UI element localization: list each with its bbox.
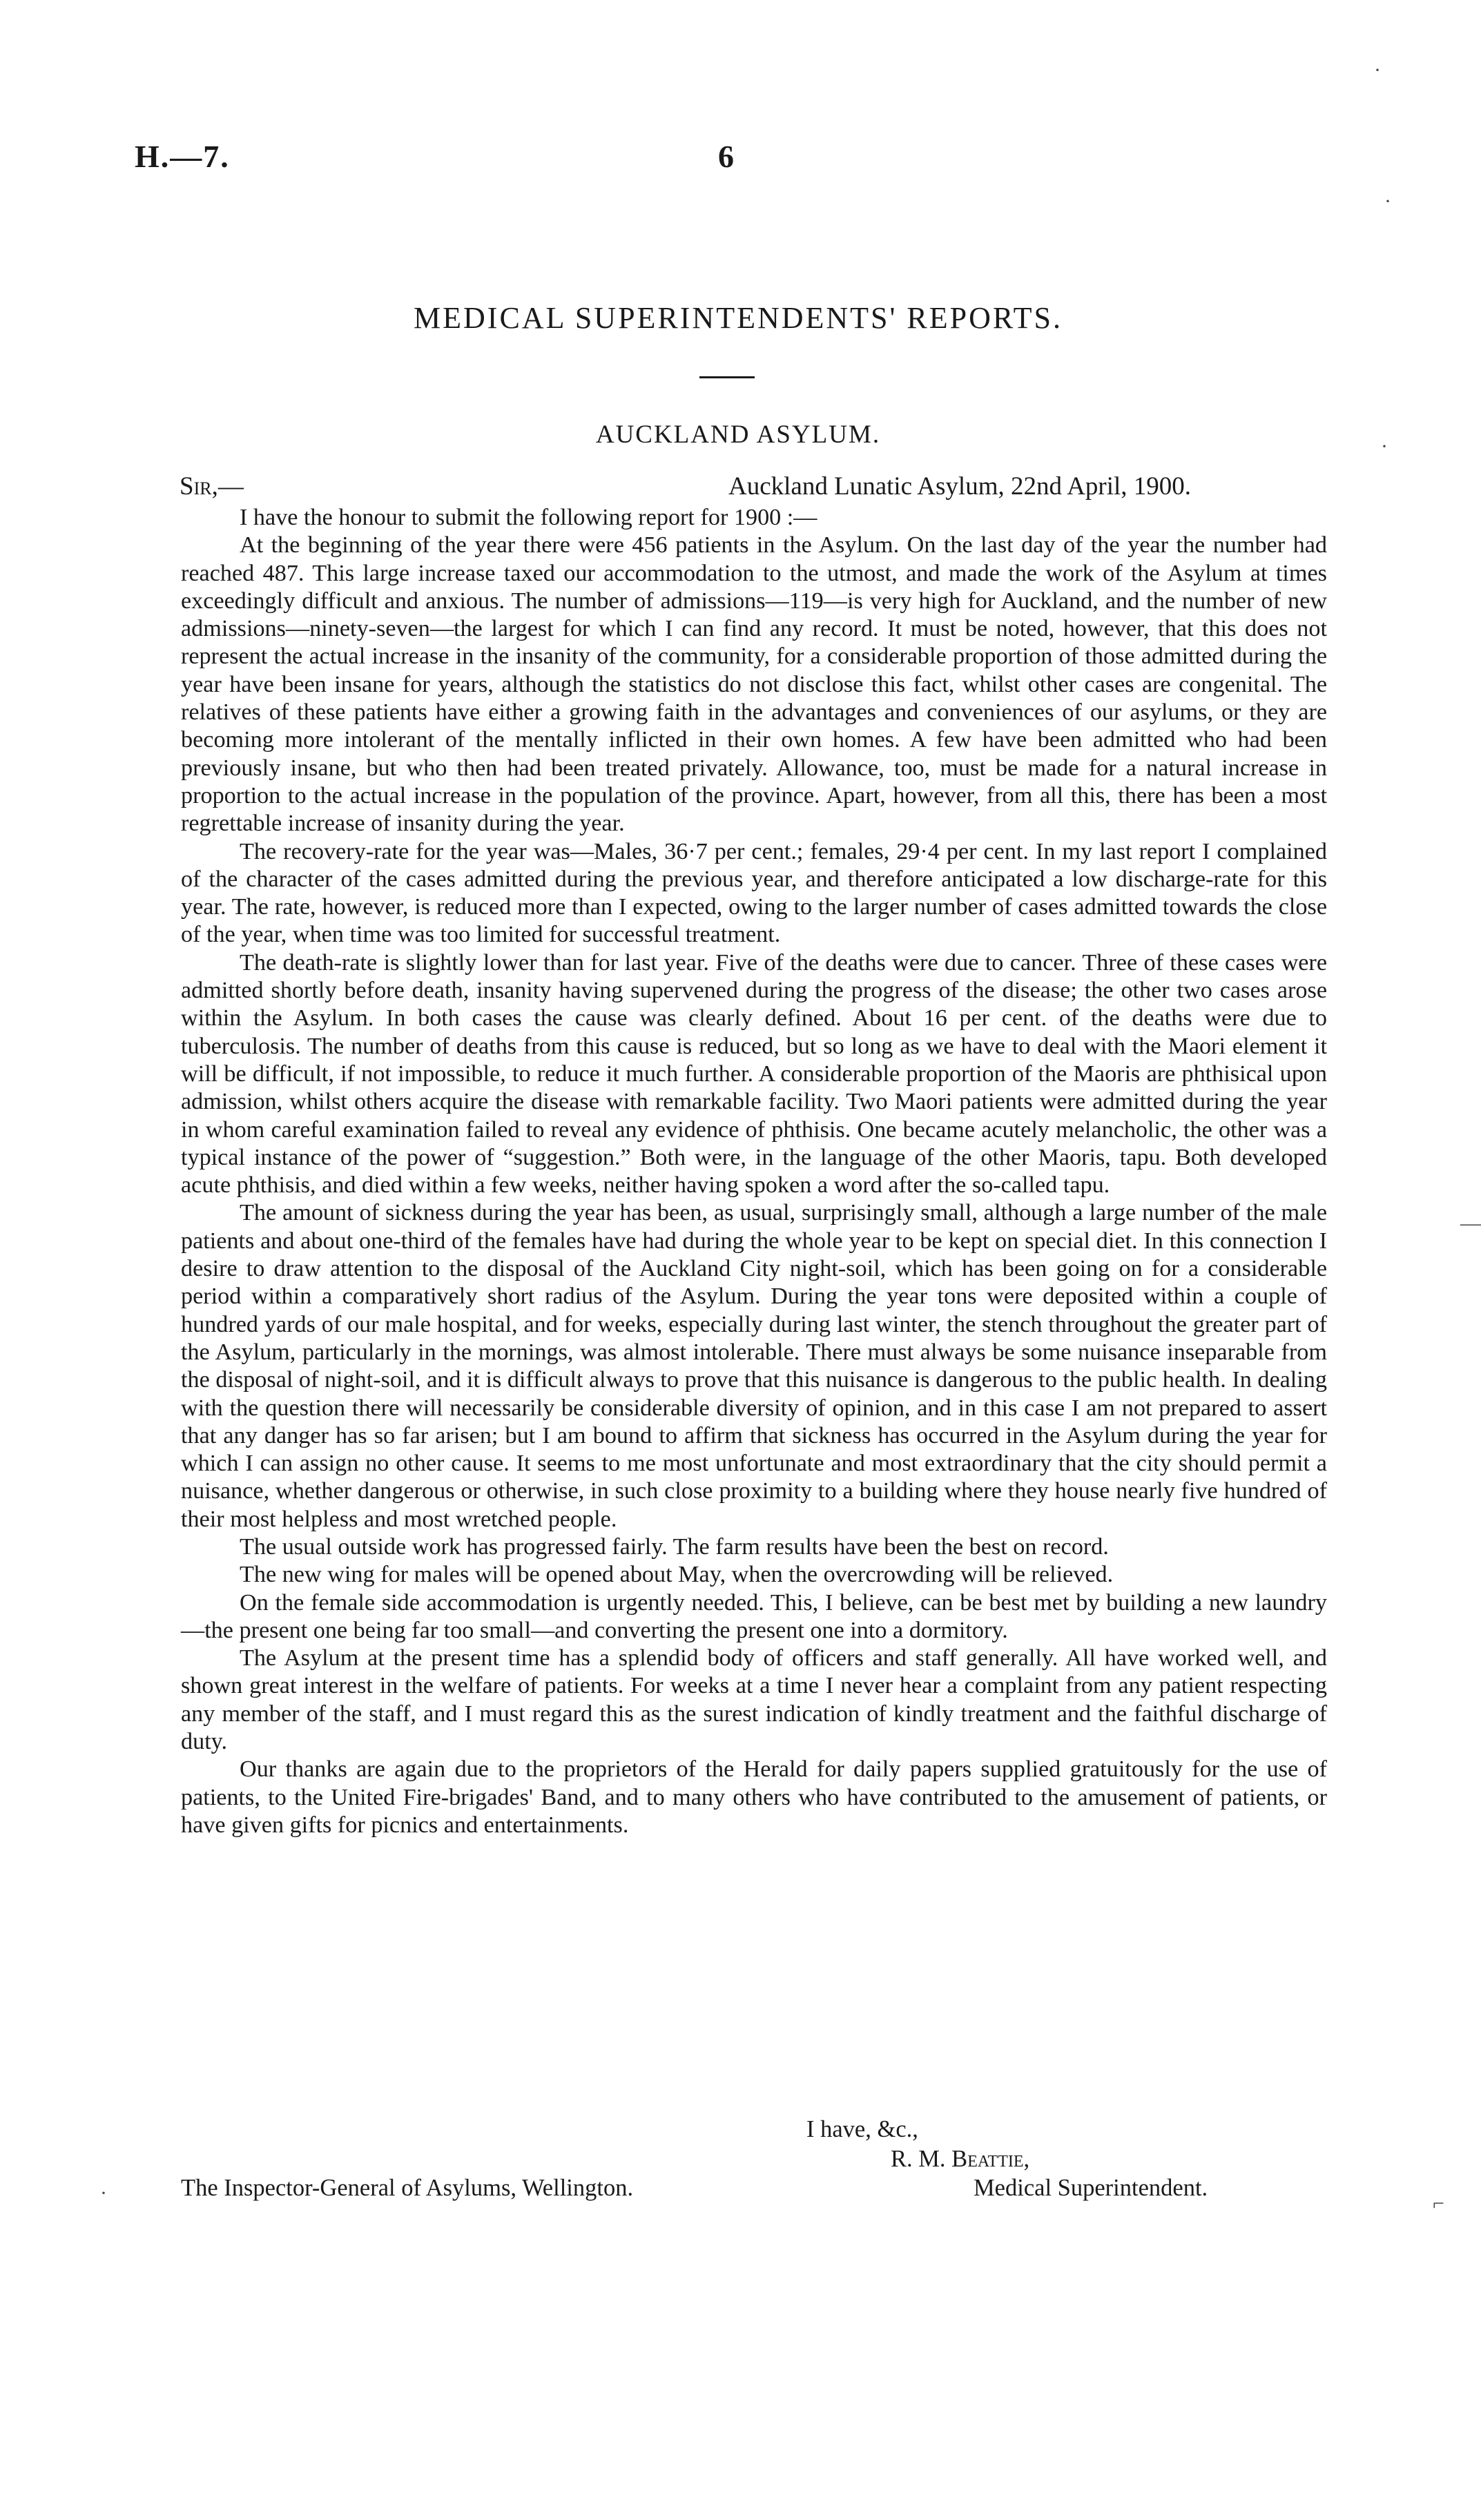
dateline: Auckland Lunatic Asylum, 22nd April, 1900. (728, 472, 1192, 501)
signature-title: Medical Superintendent. (974, 2175, 1208, 2201)
paragraph-female-side: On the female side accommodation is urgently needed. This, I believe, can be best met by building a new laundry—the present one being far too small—and converting the present one into a dormitory. (181, 1589, 1327, 1643)
page-number: 6 (718, 139, 734, 174)
section-heading: AUCKLAND ASYLUM. (595, 420, 881, 449)
margin-mark: ⌐ (1433, 2192, 1444, 2215)
margin-mark: — (1460, 1212, 1481, 1234)
paragraph-intro: I have the honour to submit the following report for 1900 :— (240, 505, 817, 530)
signature: R. M. Beattie, (891, 2146, 1030, 2172)
salutation: Sir,— (180, 472, 244, 501)
paragraph-death-rate: The death-rate is slightly lower than for last year. Five of the deaths were due to cancer. Three of these cases were admitted shortly before death, insanity having supervened during the progress of the disease; the other two cases arose within the Asylum. In both cases the cause was clearly defined. About 16 per cent. of the deaths were due to tuberculosis. The number of deaths from this cause is reduced, but so long as we have to deal with the Maori element it will be difficult, if not impossible, to reduce it much further. A considerable proportion of the Maoris are phthisical upon admission, whilst others acquire the disease with remarkable facility. Two Maori patients were admitted during the year in whom careful examination failed to reveal any evidence of phthisis. One became acutely melancholic, the other was a typical instance of the power of “suggestion.” Both were, in the language of the other Maoris, tapu. Both developed acute phthisis, and died within a few weeks, neither having spoken a word after the so-called tapu. (181, 949, 1327, 1199)
margin-mark: · (1381, 435, 1388, 458)
paragraph-sickness: The amount of sickness during the year has been, as usual, surprisingly small, although a large number of the male patients and about one-third of the females have had during the whole year to be kept on special diet. In this connection I desire to draw attention to the disposal of the Auckland City night-soil, which has been going on for a considerable period within a comparatively short radius of the Asylum. During the year tons were deposited within a couple of hundred yards of our male hospital, and for weeks, especially during last winter, the stench throughout the greater part of the Asylum, particularly in the mornings, was almost intolerable. There must always be some nuisance inseparable from the disposal of night-soil, and it is difficult always to prove that this nuisance is dangerous to the public health. In dealing with the question there will necessarily be considerable diversity of opinion, and in this case I am not prepared to assert that any danger has so far arisen; but I am bound to affirm that sickness has occurred in the Asylum during the year for which I can assign no other cause. It seems to me most unfortunate and most extraordinary that the city should permit a nuisance, whether dangerous or otherwise, in such close proximity to a building where they house nearly five hundred of their most helpless and most wretched people. (181, 1200, 1327, 1532)
closing: I have, &c., (806, 2116, 918, 2142)
series-reference: H.—7. (135, 139, 230, 174)
addressee: The Inspector-General of Asylums, Wellington. (181, 2175, 634, 2201)
paragraph-new-wing: The new wing for males will be opened about May, when the overcrowding will be relieved. (240, 1562, 1114, 1588)
margin-mark: · (1384, 190, 1391, 213)
title-divider (699, 376, 755, 378)
letter-body (181, 504, 1327, 1839)
paragraph-recovery-rate: The recovery-rate for the year was—Males, 36·7 per cent.; females, 29·4 per cent. In my last report I complained of the character of the cases admitted during the previous year, and therefore anticipated a low discharge-rate for this year. The rate, however, is reduced more than I expected, owing to the larger number of cases admitted towards the close of the year, when time was too limited for successful treatment. (181, 838, 1327, 948)
margin-mark: · (100, 2182, 107, 2204)
page-title: MEDICAL SUPERINTENDENTS' REPORTS. (414, 301, 1063, 335)
paragraph-staff: The Asylum at the present time has a splendid body of officers and staff generally. All have worked well, and shown great interest in the welfare of patients. For weeks at a time I never hear a complaint from any patient respecting any member of the staff, and I must regard this as the surest indication of kindly treatment and the faithful discharge of duty. (181, 1645, 1327, 1755)
paragraph-thanks: Our thanks are again due to the proprietors of the Herald for daily papers supplied gratuitously for the use of patients, to the United Fire-brigades' Band, and to many others who have contributed to the amusement of patients, or have given gifts for picnics and entertainments. (181, 1756, 1327, 1838)
margin-mark: · (1374, 59, 1381, 81)
paragraph-admissions: At the beginning of the year there were 456 patients in the Asylum. On the last day of the year the number had reached 487. This large increase taxed our accommodation to the utmost, and made the work of the Asylum at times exceedingly difficult and anxious. The number of admissions—119—is very high for Auckland, and the number of new admissions—ninety-seven—the largest for which I can find any record. It must be noted, however, that this does not represent the actual increase in the insanity of the community, for a considerable proportion of those admitted during the year have been insane for years, although the statistics do not disclose this fact, whilst other cases are congenital. The relatives of these patients have either a growing faith in the advantages and conveniences of our asylums, or they are becoming more intolerant of the mentally inflicted in their own homes. A few have been admitted who had been previously insane, but who then had been treated privately. Allowance, too, must be made for a natural increase in proportion to the actual increase in the population of the province. Apart, however, from all this, there has been a most regrettable increase of insanity during the year. (181, 532, 1327, 837)
paragraph-outside-work: The usual outside work has progressed fairly. The farm results have been the best on record. (240, 1533, 1109, 1560)
